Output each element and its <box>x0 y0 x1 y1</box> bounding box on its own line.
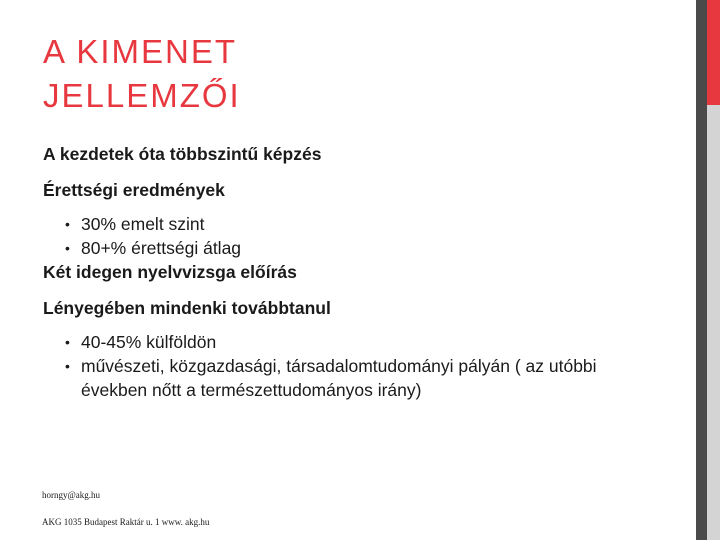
subpoint-exam-average <box>43 236 663 260</box>
subpoint-advanced-level <box>43 212 663 236</box>
bullet-glyph: • <box>65 240 70 256</box>
subpoint-text: 40-45% külföldön <box>81 332 217 352</box>
title-line-2: JELLEMZŐI <box>43 77 241 114</box>
slide-content <box>43 142 663 402</box>
accent-bar-dark <box>696 0 707 540</box>
point-exam-results: Érettségi eredmények <box>43 180 225 200</box>
footer-address: AKG 1035 Budapest Raktár u. 1 www. akg.hu <box>42 517 210 527</box>
subpoint-text: 30% emelt szint <box>81 214 205 234</box>
accent-bar-light <box>707 105 720 540</box>
accent-bar-red <box>707 0 720 105</box>
subpoint-text: művészeti, közgazdasági, társadalomtudományi pályán ( az utóbbi években nőtt a természettudományos irány) <box>81 356 597 400</box>
bullet-glyph: • <box>65 334 70 350</box>
point-multilevel-training: A kezdetek óta többszintű képzés <box>43 144 322 164</box>
title-line-1: A KIMENET <box>43 33 238 70</box>
slide-title <box>43 30 241 118</box>
point-language-exams: Két idegen nyelvvizsga előírás <box>43 262 297 282</box>
point-further-studies: Lényegében mindenki továbbtanul <box>43 298 331 318</box>
subpoint-fields <box>43 354 663 402</box>
subpoint-text: 80+% érettségi átlag <box>81 238 242 258</box>
footer-email: horngy@akg.hu <box>42 490 101 500</box>
bullet-glyph: • <box>65 358 70 374</box>
subpoint-abroad <box>43 330 663 354</box>
bullet-glyph: • <box>65 216 70 232</box>
